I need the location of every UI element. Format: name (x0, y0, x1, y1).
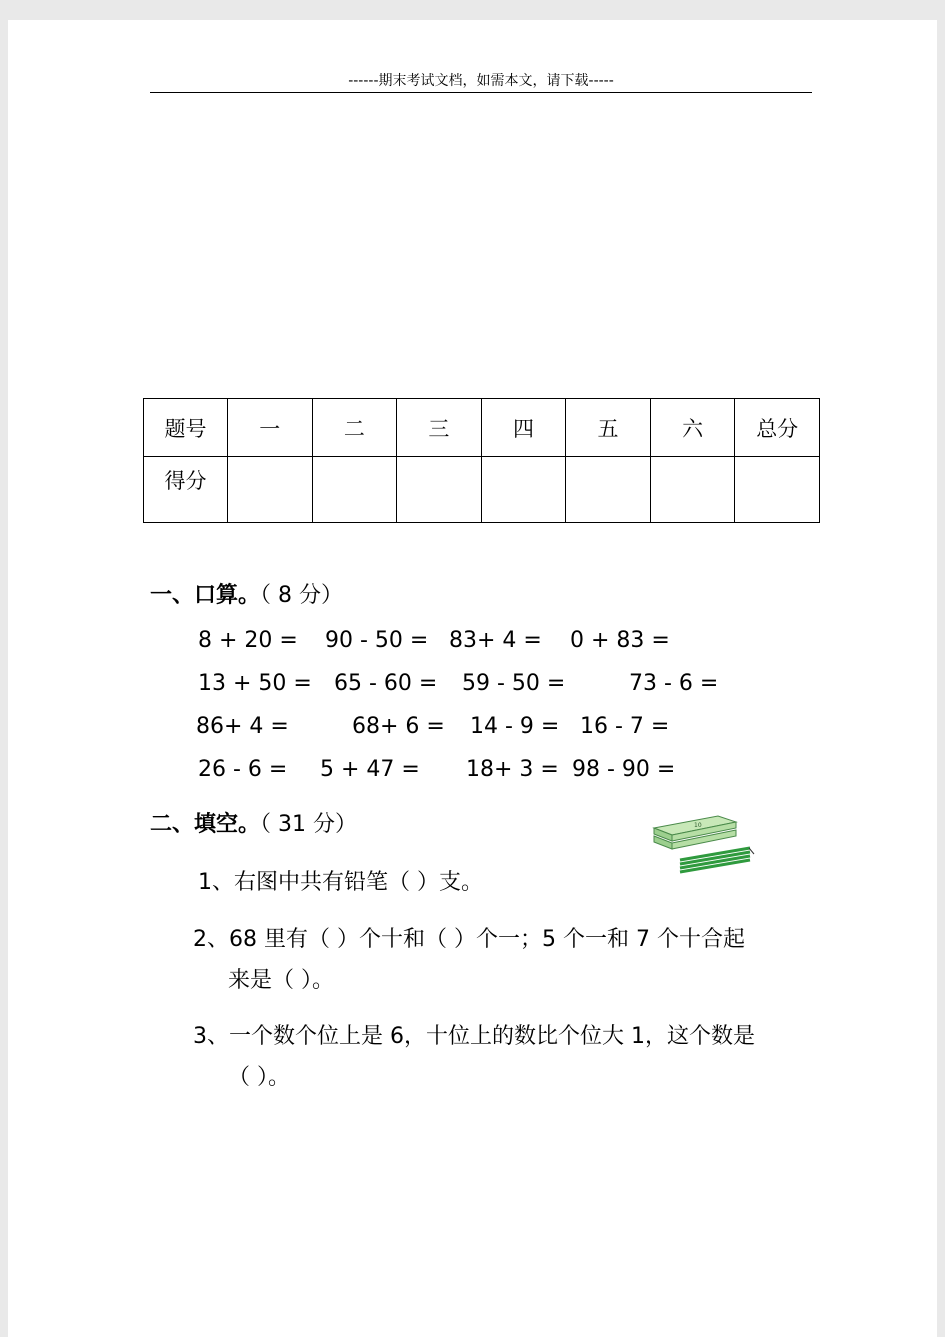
equation: 16 - 7 = (580, 714, 670, 739)
section1-points: （ 8 分） (260, 583, 343, 608)
bundle-label: 10 (694, 822, 702, 829)
equation: 65 - 60 = (334, 671, 438, 696)
score-cell (650, 457, 735, 523)
equation: 68+ 6 = (352, 714, 445, 739)
section1-heading (150, 578, 343, 609)
score-table-score-row (144, 457, 820, 523)
pencil-bundle-illustration (650, 808, 760, 878)
score-cell (312, 457, 397, 523)
score-cell: 题号 (144, 399, 228, 457)
equation: 83+ 4 = (449, 628, 542, 653)
equation: 13 + 50 = (198, 671, 312, 696)
score-cell (735, 457, 820, 523)
question-3-line1: 3、一个数个位上是 6，十位上的数比个位大 1，这个数是 (193, 1024, 755, 1049)
score-cell (481, 457, 566, 523)
score-cell: 三 (397, 399, 482, 457)
equation: 59 - 50 = (462, 671, 566, 696)
question-2-line2: 来是（ ）。 (228, 968, 334, 993)
score-cell: 二 (312, 399, 397, 457)
score-table-header-row (144, 399, 820, 457)
score-cell: 总分 (735, 399, 820, 457)
score-cell (566, 457, 651, 523)
score-cell (397, 457, 482, 523)
score-cell: 六 (650, 399, 735, 457)
equation: 8 + 20 = (198, 628, 298, 653)
equation: 0 + 83 = (570, 628, 670, 653)
section2-points: （ 31 分） (260, 812, 357, 837)
equation: 90 - 50 = (325, 628, 429, 653)
score-cell: 得分 (144, 457, 228, 523)
equation: 14 - 9 = (470, 714, 560, 739)
score-cell: 四 (481, 399, 566, 457)
page-header: ------期末考试文档，如需本文，请下载----- (348, 73, 614, 89)
section2-heading (150, 807, 357, 838)
pencil-bundle-icon (654, 816, 754, 872)
score-table (143, 398, 820, 523)
section2-title: 二、填空。 (150, 812, 261, 837)
score-cell: 一 (228, 399, 313, 457)
question-1: 1、右图中共有铅笔（ ）支。 (198, 870, 483, 895)
equation: 86+ 4 = (196, 714, 289, 739)
equation: 5 + 47 = (320, 757, 420, 782)
header-rule (150, 92, 812, 93)
equation: 26 - 6 = (198, 757, 288, 782)
score-cell: 五 (566, 399, 651, 457)
question-2-line1: 2、68 里有（ ）个十和（ ）个一；5 个一和 7 个十合起 (193, 927, 745, 952)
equation: 18+ 3 = (466, 757, 559, 782)
equation: 73 - 6 = (629, 671, 719, 696)
section1-title: 一、口算。 (150, 583, 261, 608)
question-3-line2: （ ）。 (228, 1065, 290, 1090)
score-cell (228, 457, 313, 523)
equation: 98 - 90 = (572, 757, 676, 782)
